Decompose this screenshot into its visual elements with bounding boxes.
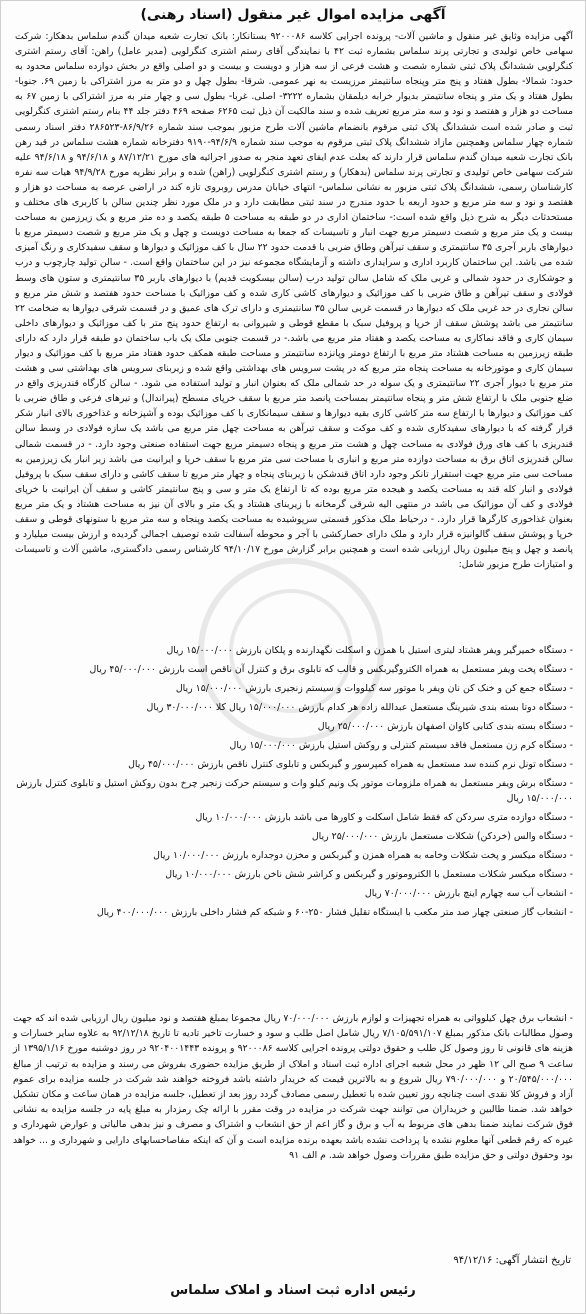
notice-paragraph: آگهی مزایده وثایق غیر منقول و ماشین آلات- پرونده اجرایی کلاسه ۹۲۰۰۰۸۶ بستانکار: بانک تجارت شعبه میدان گندم سلماس بدهکار: شرکت سهامی خاص تولیدی و تجارتی پرند سلماس بشماره ثبت ۴۲ با نمایندگی آقای رستم اشتری کنگرلویی (مدیر عامل) راهن: آقای رستم اشتری کنگرلویی ششدانگ پلاک ثبتی شماره شصت و هشت فرعی از سه هزار و دویست و بیست و دو اصلی واقع در بخش دوازده سلماس محدود به حدود: شمالا- بطول هفتاد و پنج متر وپنجاه سانتیمتر مرزیست به نهر عمومی. شرقا- بطول چهل و دو متر به مرز اشتراکی با زمین ۶۹. جنوبا- بطول هفتاد و یک متر و پنجاه سانتیمتر بدیوار خرابه دیلمقان بشماره ۳۲۲۲- اصلی. غربا- بطول سی و چهار متر به مرز اشتراکی با زمین ۶۷ به مساحت دو هزار و هفتصد و نود و سه متر مربع تعریف شده و سند مالکیت آن ذیل ثبت ۶۲۶۵ صفحه ۴۶۹ دفتر جلد ۴۴ بنام رستم اشتری کنگرلویی ثبت و صادر شده است ششدانگ پلاک ثبتی مرقوم بانضمام ماشین آلات طرح مزبور بموجب سند شماره ۸۶/۹/۲۶-۲۸۶۵۲۳ دفتر اسناد رسمی شماره چهار سلماس وهمچنین مازاد ششدانگ پلاک ثبتی مرقوم به موجب سند شماره ۹۴/۶/۹-۹۱۹۰ دفترخانه شماره هشت سلماس در قید رهن بانک تجارت شعبه میدان گندم سلماس قرار دارند که بعلت عدم ایفای تعهد منجر به صدور اجرائیه های مورخ ۸۷/۱۲/۲۱ و ۹۴/۶/۱۸ و ۹۴/۶/۱۸ علیه شرکت سهامی خاص تولیدی و تجارتی پرند سلماس (بدهکار) و رستم اشتری کنگرلویی (راهن) شده و برابر نظریه مورخ ۹۴/۹/۲۸ هیات سه نفره کارشناسان رسمی، ششدانگ پلاک ثبتی مزبور به نشانی سلماس- انتهای خیابان مدرس روبروی تازه کند در اراضی عرصه به مساحت دو هزار و هفتصد و نود و سه متر مربع و حدود اربعه با حدود مندرج در سند ثبتی مطابقت دارد و در ملک مورد نظر چندین سالن با کاربری های مختلف و مستحدثات دیگر به شرح ذیل واقع شده است:- ساختمان اداری در دو طبقه به مساحت ۵ طبقه یکصد و ده متر مربع و یک زیرزمین به مساحت بیست و یک متر مربع و شصت دسیمتر مربع جهت انبار و تاسیسات که جمعا به مساحت دویست و چهل و یک متر مربع و شصت دسیمتر مربع با دیوارهای باربر آجری ۳۵ سانتیمتری و سقف تیرآهن وطاق ضربی با قدمت حدود ۲۲ سال با کف موزائیک و دیوارها و سقف سفیدکاری و رنگ آمیزی شده می باشد. این ساختمان کاربرد اداری و سرایداری داشته و آزمایشگاه مجموعه نیز در این ساختمان واقع است. - سالن تولید چارچوب و درب و جوشکاری در حدود شمالی و غربی ملک که شامل سالن تولید درب (سالن بیسکویت قدیم) با دیوارهای باربر ۳۵ سانتیمتری و ستون های وسط فولادی و سقف تیرآهن و طاق ضربی با کف موزائیک و دیوارهای کاشی کاری شده و کف موزائیک با مساحت حدود هفتصد و شش متر مربع و سالن نجاری در حد غربی ملک که دیوارها در قسمت غربی سالن ۳۵ سانتیمتری و دارای ترک های عمیق و در قسمت شرقی دیوارها به ضخامت ۲۲ سانتیمتر می باشد پوشش سقف از خرپا و پروفیل سبک با مقطع قوطی و شیروانی به ارتفاع حدود پنج متر با کف موزائیک و دیوارهای داخلی سیمان کاری و فاقد نماکاری به مساحت یکصد و هفتاد متر مربع می باشد.- در قسمت جنوبی ملک یک باب ساختمان دو طبقه قرار دارد که دارای طبقه زیرزمین به مساحت هشتاد متر مربع با ارتفاع دومتر وپانزده سانتیمتر و مساحت طبقه همکف حدود هفتاد متر مربع با کف موزائیک و دیوار سیمان کاری و موتورخانه به مساحت پنجاه متر مربع که در پشت سرویس های بهداشتی واقع شده و زیربنای سرویس های بهداشتی سی و هشت متر مربع با دیوار آجری ۲۲ سانتیمتری و یک سوله در حد شمالی ملک که بعنوان انبار و تولید استفاده می شود. - سالن کارگاه قندریزی واقع در ضلع جنوبی ملک با ارتفاع شش متر و پنجاه سانتیمتر بمساحت پانصد متر مربع با سقف خرپای مسطح (پیراندال) و تیرهای فرعی و طاق ضربی با کف موزائیک و دیوارها با ارتفاع سه متر کاشی کاری بقیه دیوارها و سقف سیمانکاری با کف موزائیک بوده و آشپزخانه و غذاخوری بالای انبار شکر قرار گرفته که با دیوارهای سفیدکاری شده و کف موکت و سقف تیرآهن به مساحت چهل متر مربع می باشد یک سازه فولادی در وسط سالن قندریزی با کف های ورق فولادی به مساحت چهل و هشت متر مربع و پنجاه دسیمتر مربع جهت استفاده صنعتی وجود دارد. - در قسمت شمالی سالن قندریزی اتاق برق به مساحت دوازده متر مربع و انباری با مساحت سی متر مربع با سقف خرپا و ایرانیت می باشد زیر انبار یک زیرزمین به مساحت سی متر مربع جهت استقرار تانکر وجود دارد اتاق قندشکن با زیربنای پنجاه و چهار متر مربع تا سقف کاشی و دارای سقف سبک با پروفیل فولادی و انبار کله قند به مساحت یکصد و هیجده متر مربع بوده که تا ارتفاع یک متر و سی و پنج سانتیمتر کاشی و سقف آن ایرانیت با خرپای فولادی و کف آن موزائیک می باشد در منتهی الیه شرقی گرمخانه با زیربنای هشتاد و یک متر و بالای آن نیز به مساحت هشتاد و یک متر مربع بعنوان غذاخوری کارگرها قرار دارد. - درحیاط ملک مذکور قسمتی سرپوشیده به مساحت یکصد وپنجاه و سه متر مربع با ستونهای قوطی و سقف خرپا و پوشش سقف گالوانیزه قرار دارد و ملک دارای حصارکشی با آجر و محوطه آسفالت شده توصیف اجمالی گردیده و ارزش بیست میلیارد و پانصد و چهل و پنج میلیون ریال ارزیابی شده است و همچنین برابر گزارش مورخ ۹۴/۱۰/۱۷ کارشناس رسمی دادگستری، ماشین آلات و تاسیسات و امتیازات طرح مزبور شامل: [15,31,573,571]
list-item: - دستگاه کرم زن مستعمل فاقد سیستم کنترلی و روکش استیل بارزش ۱۵/۰۰۰/۰۰۰ ریال [229,740,573,751]
list-item: - دستگاه جمع کن و خنک کن نان ویفر با موتور سه کیلووات و سیستم زنجیری بارزش ۱۵/۰۰۰/۰۰۰ ریال [175,683,573,694]
list-item: - دستگاه میکسر شکلات مستعمل با الکتروموتور و گیربکس و کراشر شش ناخن بارزش ۱۰/۰۰۰/۰۰۰ ریال [165,869,573,880]
closing-paragraph: - انشعاب برق چهل کیلوواتی به همراه تجهیزات و لوازم بارزش ۷۰/۰۰۰/۰۰۰ ریال مجموعا بمبلغ هفتصد و نود میلیون ریال ارزیابی شده اند که جهت وصول مطالبات بانک مذکور بمبلغ ۷/۱۰۵/۵۹۱/۱۰۷ ریال شامل اصل طلب و سود و خسارت تاخیر تادیه تا تاریخ ۹۲/۱۲/۱۸ به علاوه سایر خسارات و هزینه های قانونی تا روز وصول کل طلب و حقوق دولتی پرونده اجرایی کلاسه ۹۲۰۰۰۸۶ و پرونده ۹۲۰۴۰۰۱۴۴۳ در روز دوشنبه مورخ ۱۳۹۵/۱/۱۶ از ساعت ۹ صبح الی ۱۲ ظهر در محل شعبه اجرای اداره ثبت اسناد و املاک از طریق مزایده حضوری بفروش می رسند و مزایده به ترتیب از مبالغ ۲۰/۵۴۵/۰۰۰/۰۰۰ و ۷۹۰/۰۰۰/۰۰۰ ریال شروع و به بالاترین قیمت که خریدار داشته باشد فروخته خواهند شد شرکت در جلسه مزایده برای عموم آزاد و فروش کلا نقدی است چنانچه روز تعیین شده با تعطیل رسمی مصادف گردد روز بعد از تعطیل، جلسه مزایده در همان ساعت و مکان تشکیل خواهد شد. ضمنا طالبین و خریداران می توانند جهت شرکت در مزایده در وقت مقرر با ارائه چک رمزدار به مبلغ پایه در جلسه مزایده به نشانی فوق شرکت نمایند ضمنا بدهی های مربوط به آب و برق و گاز اعم از حق انشعاب و اشتراک و مصرف و نیز بدهی مالیاتی و عوارض شهرداری و غیره که رقم قطعی آنها معلوم نشده یا پرداخت نشده باشد بعهده برنده مزایده است و آن که اینکه مفاصاحسابهای دارایی و شهرداری و ... خواهد بود وحقوق دولتی و حق مزایده طبق مقررات وصول خواهد شد. م الف ۹۱ [13,1013,573,1161]
list-item: - دستگاه دوازده متری سردکن که فقط شامل اسکلت و کاورها می باشد بارزش ۱۰/۰۰۰/۰۰۰ ریال [195,812,573,823]
list-item: - دستگاه والس (خردکن) شکلات مستعمل بارزش ۲۵/۰۰۰/۰۰۰ ریال [311,831,573,842]
publication-date: تاریخ انتشار آگهی: ۹۴/۱۲/۱۶ [453,1255,571,1266]
notice-body [15,29,573,1179]
list-item: - انشعاب گاز صنعتی چهار صد متر مکعب با ایستگاه تقلیل فشار ۲۵۰-۶۰ و شبکه کم فشار داخلی بارزش ۴۰۰/۰۰۰/۰۰۰ ریال [96,907,573,918]
list-item: - دستگاه خمیرگیر ویفر هشتاد لیتری استیل با همزن و اسکلت نگهدارنده و پلکان بارزش ۱۵/۰۰۰/۰۰۰ ریال [166,645,573,656]
signature-line: رئیس اداره ثبت اسناد و املاک سلماس [170,1283,416,1298]
list-item: - دستگاه برش ویفر مستعمل به همراه ملزومات موتور یک ونیم کیلو وات و سیستم حرکت زنجیر چرخ بدون روکش استیل و تابلوی کنترل بارزش ۱۵/۰۰۰/۰۰۰ ریال [16,778,573,804]
list-item: - دستگاه میکسر و پخت شکلات وخامه به همراه همزن و گیربکس و مخزن دوجداره بارزش ۱۰/۰۰۰/۰۰۰ ریال [153,850,573,861]
list-item: - دستگاه بسته بندی کتابی کاوان اصفهان بارزش ۲۵/۰۰۰/۰۰۰ ریال [317,721,573,732]
machinery-list [11,643,573,924]
list-item: - انشعاب آب سه چهارم اینچ بارزش ۷۰/۰۰۰/۰۰۰ ریال [364,888,573,899]
list-item: - دستگاه دوتا بسته بندی شیرینگ مستعمل عبدالله زاده هر کدام بارزش ۱۵/۰۰۰/۰۰۰ ریال کلا ۳۰/۰۰۰/۰۰۰ ریال [146,702,573,713]
list-item: - دستگاه پخت ویفر مستعمل به همراه الکتروگیربکس و قالب که تابلوی برق و کنترل آن ناقص است بارزش ۴۵/۰۰۰/۰۰۰ ریال [89,664,573,675]
list-item: - دستگاه تونل نرم کننده سد مستعمل به همراه کمپرسور و گیربکس و تابلوی کنترل ناقص بارزش ۴۵/۰۰۰/۰۰۰ ریال [128,759,573,770]
notice-title: آگهی مزایده اموال غیر منقول (اسناد رهنی) [140,7,446,23]
